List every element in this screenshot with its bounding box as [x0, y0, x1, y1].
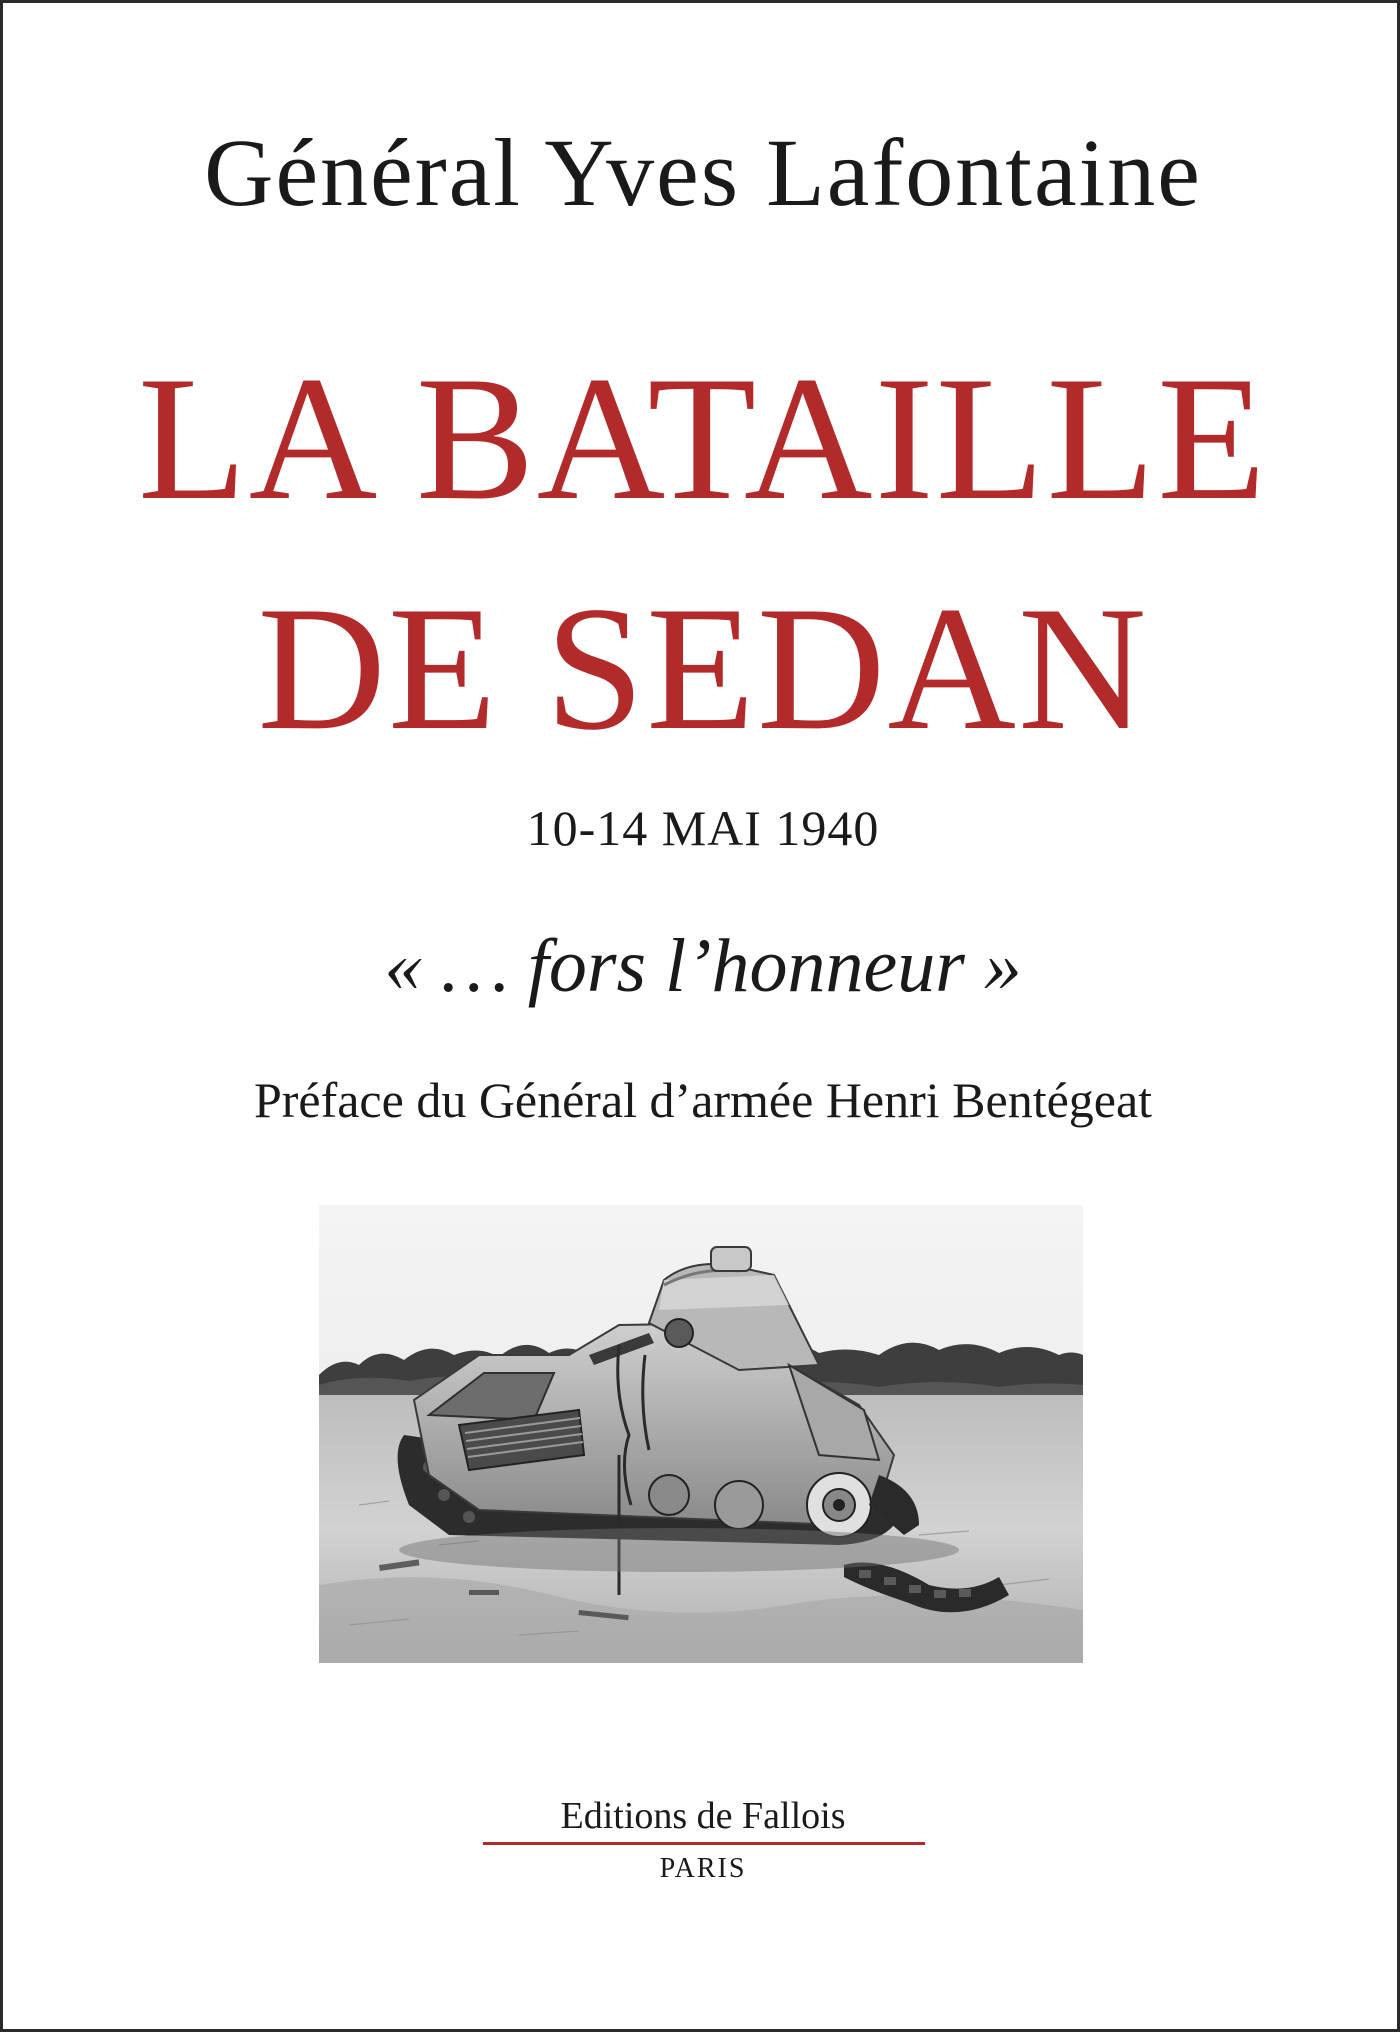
title-line-1: LA BATAILLE: [138, 339, 1268, 537]
title-line-2: DE SEDAN: [257, 569, 1149, 767]
preface-credit: Préface du Général d’armée Henri Bentégeat: [253, 1072, 1153, 1128]
tank-photograph: [319, 1205, 1083, 1663]
publisher-name: Editions de Fallois: [560, 1795, 846, 1837]
motto: « … fors l’honneur »: [384, 924, 1022, 1008]
date-range: 10-14 MAI 1940: [526, 800, 880, 856]
publisher-rule: [483, 1842, 925, 1845]
author-name: Général Yves Lafontaine: [204, 119, 1202, 226]
publisher-city: PARIS: [659, 1853, 747, 1884]
